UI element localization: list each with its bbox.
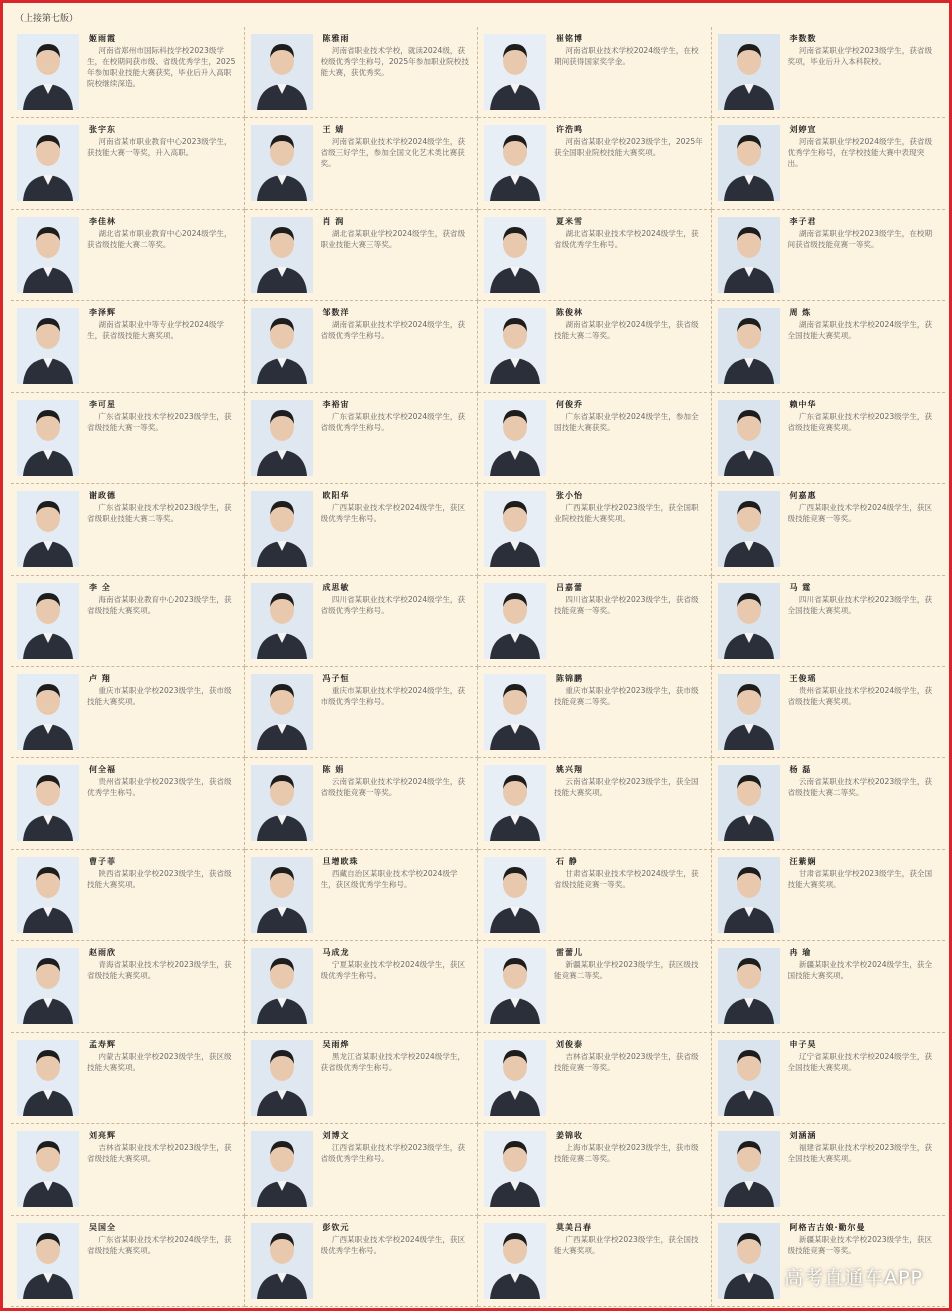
profile-card <box>245 393 479 484</box>
portrait-photo <box>718 1223 780 1299</box>
student-name: 张宇东 <box>89 125 116 135</box>
student-bio: 内蒙古某职业学校2023级学生，获区级技能大赛奖项。 <box>87 1051 232 1072</box>
profile-card <box>478 393 712 484</box>
student-name: 雷蕾儿 <box>556 948 583 958</box>
profile-card <box>712 941 946 1032</box>
portrait-photo <box>718 491 780 567</box>
student-name: 刘博文 <box>322 1131 350 1141</box>
portrait-photo <box>17 34 79 110</box>
profile-card <box>712 210 946 301</box>
student-bio: 陕西省某职业学校2023级学生，获省级技能大赛奖项。 <box>87 868 232 889</box>
portrait-photo <box>17 948 79 1024</box>
student-bio: 广东省某职业学校2024级学生，参加全国技能大赛获奖。 <box>554 411 699 432</box>
profile-card <box>11 1033 245 1124</box>
portrait-photo <box>718 1040 780 1116</box>
profile-card <box>245 850 479 941</box>
portrait-photo <box>17 217 79 293</box>
profile-card <box>712 27 946 118</box>
profile-card <box>11 484 245 575</box>
student-name: 李佳林 <box>89 216 116 226</box>
app-watermark: 高考直通车APP <box>784 1267 923 1289</box>
portrait-photo <box>251 491 313 567</box>
student-bio: 河南省职业技术学校2024级学生，在校期间获得国家奖学金。 <box>554 46 699 66</box>
profile-card <box>245 1216 479 1307</box>
student-name: 吴雨烨 <box>322 1039 350 1049</box>
student-name: 李裕宙 <box>322 399 350 409</box>
student-bio: 吉林省某职业技术学校2023级学生，获省级技能大赛奖项。 <box>87 1143 232 1164</box>
profile-card <box>11 667 245 758</box>
student-bio: 四川省某职业技术学校2024级学生，获省级优秀学生称号。 <box>320 594 466 615</box>
student-name: 申子昊 <box>789 1039 817 1049</box>
student-name: 李数数 <box>789 34 817 43</box>
portrait-photo <box>484 308 546 384</box>
student-bio: 河南省某职业学校2024级学生，获省级优秀学生称号，在学校技能大赛中表现突出。 <box>787 137 933 169</box>
student-name: 崔铭博 <box>556 34 583 43</box>
student-name: 赖中华 <box>789 399 817 409</box>
portrait-photo <box>718 765 780 841</box>
profile-card <box>478 484 712 575</box>
portrait-photo <box>251 1040 313 1116</box>
profile-card <box>712 850 946 941</box>
profile-grid <box>11 27 945 1307</box>
student-bio: 河南省某职业学校2023级学生，获省级奖项，毕业后升入本科院校。 <box>787 46 933 66</box>
profile-card <box>11 1124 245 1215</box>
portrait-photo <box>17 491 79 567</box>
portrait-photo <box>484 1040 546 1116</box>
student-name: 张小怡 <box>556 491 583 501</box>
portrait-photo <box>718 308 780 384</box>
student-bio: 广东省某职业技术学校2023级学生，获省级职业技能大赛二等奖。 <box>87 503 232 524</box>
student-name: 周 炼 <box>789 308 812 318</box>
student-bio: 宁夏某职业技术学校2024级学生，获区级优秀学生称号。 <box>320 960 466 981</box>
profile-card <box>712 393 946 484</box>
portrait-photo <box>484 217 546 293</box>
profile-card <box>245 1033 479 1124</box>
profile-card <box>245 941 479 1032</box>
profile-card <box>478 850 712 941</box>
student-bio: 海南省某职业教育中心2023级学生，获省级技能大赛奖项。 <box>87 594 232 615</box>
student-name: 陈雅雨 <box>322 34 350 43</box>
portrait-photo <box>251 948 313 1024</box>
student-bio: 四川省某职业学校2023级学生，获省级技能竞赛一等奖。 <box>554 594 699 615</box>
profile-card <box>245 1124 479 1215</box>
student-bio: 广西某职业技术学校2024级学生，获区级优秀学生称号。 <box>320 1234 466 1255</box>
portrait-photo <box>17 583 79 659</box>
student-name: 马 霆 <box>789 582 812 592</box>
profile-card <box>245 27 479 118</box>
student-bio: 湖北省某职业学校2024级学生，获省级职业技能大赛三等奖。 <box>320 228 466 249</box>
portrait-photo <box>484 857 546 933</box>
student-name: 吕嘉蕾 <box>556 582 583 592</box>
portrait-photo <box>251 34 313 110</box>
portrait-photo <box>17 1223 79 1299</box>
student-bio: 福建省某职业技术学校2023级学生，获全国技能大赛奖项。 <box>787 1143 933 1164</box>
student-name: 刘婷宣 <box>789 125 817 135</box>
student-name: 王俊瑶 <box>789 674 817 683</box>
profile-card <box>11 301 245 392</box>
portrait-photo <box>484 491 546 567</box>
profile-card <box>245 576 479 667</box>
student-name: 刘亮辉 <box>89 1131 116 1141</box>
student-bio: 重庆市某职业学校2023级学生，获市级技能竞赛二等奖。 <box>554 686 699 706</box>
student-bio: 云南省某职业技术学校2023级学生，获省级技能大赛二等奖。 <box>787 777 933 798</box>
student-name: 卢 翔 <box>89 674 111 683</box>
portrait-photo <box>484 1131 546 1207</box>
profile-card <box>712 1216 946 1307</box>
profile-card <box>712 758 946 849</box>
student-name: 成思敏 <box>322 582 350 592</box>
profile-card <box>712 301 946 392</box>
student-name: 旦增欧珠 <box>322 856 359 866</box>
student-name: 陈俊林 <box>556 308 583 318</box>
student-bio: 新疆某职业学校2023级学生，获区级技能竞赛二等奖。 <box>554 960 699 981</box>
student-name: 曹子菲 <box>89 856 116 866</box>
student-name: 欧阳华 <box>322 491 350 501</box>
profile-card <box>11 393 245 484</box>
portrait-photo <box>251 400 313 476</box>
student-name: 冯子恒 <box>322 674 350 683</box>
student-bio: 广东省某职业技术学校2023级学生，获省级技能大赛一等奖。 <box>87 411 232 432</box>
student-name: 许浩鸣 <box>556 125 583 135</box>
portrait-photo <box>718 1131 780 1207</box>
profile-card <box>245 667 479 758</box>
profile-card <box>11 850 245 941</box>
student-name: 姬雨霞 <box>89 34 116 43</box>
student-name: 谢政德 <box>89 491 116 501</box>
student-bio: 河南省某市职业教育中心2023级学生，获技能大赛一等奖，升入高职。 <box>87 137 232 158</box>
student-bio: 上海市某职业学校2023级学生，获市级技能竞赛二等奖。 <box>554 1143 699 1164</box>
profile-card <box>712 118 946 209</box>
student-bio: 贵州省某职业技术学校2024级学生，获省级技能大赛奖项。 <box>787 686 933 706</box>
student-name: 石 静 <box>556 856 578 866</box>
profile-card <box>11 941 245 1032</box>
student-name: 汪紫娴 <box>789 856 817 866</box>
student-bio: 湖南省某职业技术学校2024级学生，获省级优秀学生称号。 <box>320 320 466 341</box>
student-name: 夏米雪 <box>556 216 583 226</box>
portrait-photo <box>484 674 546 750</box>
student-name: 李子君 <box>789 216 817 226</box>
portrait-photo <box>484 765 546 841</box>
portrait-photo <box>17 308 79 384</box>
student-name: 姚兴翔 <box>556 765 583 775</box>
student-bio: 河南省职业技术学校，就读2024级，获校级优秀学生称号，2025年参加职业院校技能大赛，获优秀奖。 <box>320 46 469 77</box>
student-bio: 江西省某职业技术学校2023级学生，获省级优秀学生称号。 <box>320 1143 466 1164</box>
student-bio: 河南省某职业技术学校2024级学生，获省级三好学生，参加全国文化艺术类比赛获奖。 <box>320 137 466 169</box>
portrait-photo <box>251 857 313 933</box>
profile-card <box>478 1216 712 1307</box>
student-bio: 重庆市某职业学校2023级学生，获市级技能大赛奖项。 <box>87 686 232 706</box>
student-name: 陈锦鹏 <box>556 674 583 683</box>
student-bio: 湖北省某职业技术学校2024级学生，获省级优秀学生称号。 <box>554 228 699 249</box>
student-name: 陈 娟 <box>322 765 345 775</box>
student-name: 李泽辉 <box>89 308 116 318</box>
profile-card <box>11 576 245 667</box>
portrait-photo <box>718 125 780 201</box>
student-bio: 四川省某职业技术学校2023级学生，获全国技能大赛奖项。 <box>787 594 933 615</box>
student-bio: 贵州省某职业学校2023级学生，获省级优秀学生称号。 <box>87 777 232 798</box>
profile-card <box>478 301 712 392</box>
student-bio: 湖南省某职业中等专业学校2024级学生，获省级技能大赛奖项。 <box>87 320 225 341</box>
student-name: 邹数洋 <box>322 308 350 318</box>
student-bio: 辽宁省某职业技术学校2024级学生，获全国技能大赛奖项。 <box>787 1051 933 1072</box>
portrait-photo <box>251 217 313 293</box>
student-bio: 湖北省某市职业教育中心2024级学生，获省级技能大赛二等奖。 <box>87 228 232 249</box>
student-name: 李 全 <box>89 582 111 592</box>
student-bio: 青海省某职业技术学校2023级学生，获省级技能大赛奖项。 <box>87 960 232 981</box>
student-bio: 广东省某职业技术学校2024级学生，获省级技能大赛奖项。 <box>87 1234 232 1255</box>
profile-card <box>245 758 479 849</box>
profile-card <box>245 210 479 301</box>
portrait-photo <box>251 674 313 750</box>
profile-card <box>712 576 946 667</box>
profile-card <box>245 484 479 575</box>
portrait-photo <box>484 125 546 201</box>
student-name: 杨 磊 <box>789 765 812 775</box>
profile-card <box>712 1124 946 1215</box>
profile-card <box>478 576 712 667</box>
student-name: 肖 润 <box>322 216 345 226</box>
portrait-photo <box>17 400 79 476</box>
portrait-photo <box>484 1223 546 1299</box>
profile-card <box>712 484 946 575</box>
portrait-photo <box>17 674 79 750</box>
portrait-photo <box>718 583 780 659</box>
student-name: 吴国全 <box>89 1222 116 1232</box>
portrait-photo <box>718 948 780 1024</box>
profile-card <box>478 1124 712 1215</box>
student-bio: 甘肃省某职业技术学校2024级学生，获省级技能竞赛一等奖。 <box>554 868 699 889</box>
student-bio: 重庆市某职业技术学校2024级学生，获市级优秀学生称号。 <box>320 686 466 706</box>
portrait-photo <box>251 308 313 384</box>
student-name: 刘涵涵 <box>789 1131 817 1141</box>
portrait-photo <box>484 948 546 1024</box>
profile-card <box>478 1033 712 1124</box>
profile-card <box>478 210 712 301</box>
student-name: 李可星 <box>89 399 116 409</box>
student-name: 何俊乔 <box>556 399 583 409</box>
student-bio: 甘肃省某职业学校2023级学生，获全国技能大赛奖项。 <box>787 868 933 889</box>
student-bio: 吉林省某职业学校2023级学生，获省级技能竞赛一等奖。 <box>554 1051 699 1072</box>
profile-card <box>11 758 245 849</box>
profile-card <box>478 758 712 849</box>
student-bio: 广西某职业技术学校2024级学生，获区级技能竞赛一等奖。 <box>787 503 933 524</box>
student-name: 莫美吕春 <box>556 1222 592 1232</box>
student-bio: 新疆某职业技术学校2023级学生，获区级技能竞赛一等奖。 <box>787 1234 933 1255</box>
student-bio: 湖南省某职业技术学校2024级学生，获全国技能大赛奖项。 <box>787 320 933 341</box>
portrait-photo <box>718 674 780 750</box>
student-name: 姜锦收 <box>556 1131 583 1141</box>
student-bio: 广西某职业学校2023级学生，获全国职业院校技能大赛奖项。 <box>554 503 699 524</box>
portrait-photo <box>484 583 546 659</box>
student-name: 孟寿辉 <box>89 1039 116 1049</box>
portrait-photo <box>17 125 79 201</box>
portrait-photo <box>718 217 780 293</box>
portrait-photo <box>17 765 79 841</box>
portrait-photo <box>484 400 546 476</box>
student-name: 何全福 <box>89 765 116 775</box>
portrait-photo <box>718 34 780 110</box>
portrait-photo <box>251 1131 313 1207</box>
student-name: 王 婧 <box>322 125 345 135</box>
student-name: 赵雨欣 <box>89 948 116 958</box>
student-bio: 广东省某职业技术学校2024级学生，获省级优秀学生称号。 <box>320 411 466 432</box>
portrait-photo <box>251 1223 313 1299</box>
portrait-photo <box>251 583 313 659</box>
profile-card <box>11 118 245 209</box>
student-bio: 云南省某职业技术学校2024级学生，获省级技能竞赛一等奖。 <box>320 777 466 798</box>
portrait-photo <box>17 1131 79 1207</box>
portrait-photo <box>251 765 313 841</box>
portrait-photo <box>484 34 546 110</box>
student-name: 冉 瑜 <box>789 948 812 958</box>
profile-card <box>11 27 245 118</box>
portrait-photo <box>251 125 313 201</box>
student-bio: 广东省某职业技术学校2023级学生，获省级技能竞赛奖项。 <box>787 411 933 432</box>
profile-card <box>478 667 712 758</box>
student-name: 阿格吉古娘·勤尔曼 <box>789 1222 866 1232</box>
profile-card <box>478 941 712 1032</box>
profile-card <box>712 667 946 758</box>
student-bio: 云南省某职业学校2023级学生，获全国技能大赛奖项。 <box>554 777 699 798</box>
profile-card <box>712 1033 946 1124</box>
student-name: 彭钦元 <box>322 1222 350 1232</box>
profile-card <box>245 301 479 392</box>
student-name: 刘俊泰 <box>556 1039 583 1049</box>
student-name: 马成龙 <box>322 948 350 958</box>
student-bio: 西藏自治区某职业技术学校2024级学生，获区级优秀学生称号。 <box>320 868 458 889</box>
student-bio: 湖南省某职业学校2023级学生，在校期间获省级技能竞赛一等奖。 <box>787 228 933 249</box>
portrait-photo <box>718 857 780 933</box>
portrait-photo <box>17 1040 79 1116</box>
edition-note: （上接第七版） <box>15 14 79 24</box>
student-bio: 湖南省某职业学校2024级学生，获省级技能大赛二等奖。 <box>554 320 699 341</box>
student-bio: 河南省郑州市国际科技学校2023级学生，在校期间获市级、省级优秀学生，2025年参加职业技能大赛获奖，毕业后升入高职院校继续深造。 <box>87 46 236 88</box>
profile-card <box>245 118 479 209</box>
portrait-photo <box>718 400 780 476</box>
profile-card <box>478 27 712 118</box>
student-bio: 新疆某职业技术学校2024级学生，获全国技能大赛奖项。 <box>787 960 933 981</box>
student-bio: 河南省某职业学校2023级学生，2025年获全国职业院校技能大赛奖项。 <box>554 137 703 158</box>
profile-card <box>11 210 245 301</box>
student-name: 何嘉惠 <box>789 491 817 501</box>
student-bio: 广西某职业技术学校2024级学生，获区级优秀学生称号。 <box>320 503 466 524</box>
student-bio: 广西某职业学校2023级学生，获全国技能大赛奖项。 <box>554 1234 699 1255</box>
profile-card <box>478 118 712 209</box>
portrait-photo <box>17 857 79 933</box>
profile-card <box>11 1216 245 1307</box>
student-bio: 黑龙江省某职业技术学校2024级学生，获省级优秀学生称号。 <box>320 1051 466 1072</box>
